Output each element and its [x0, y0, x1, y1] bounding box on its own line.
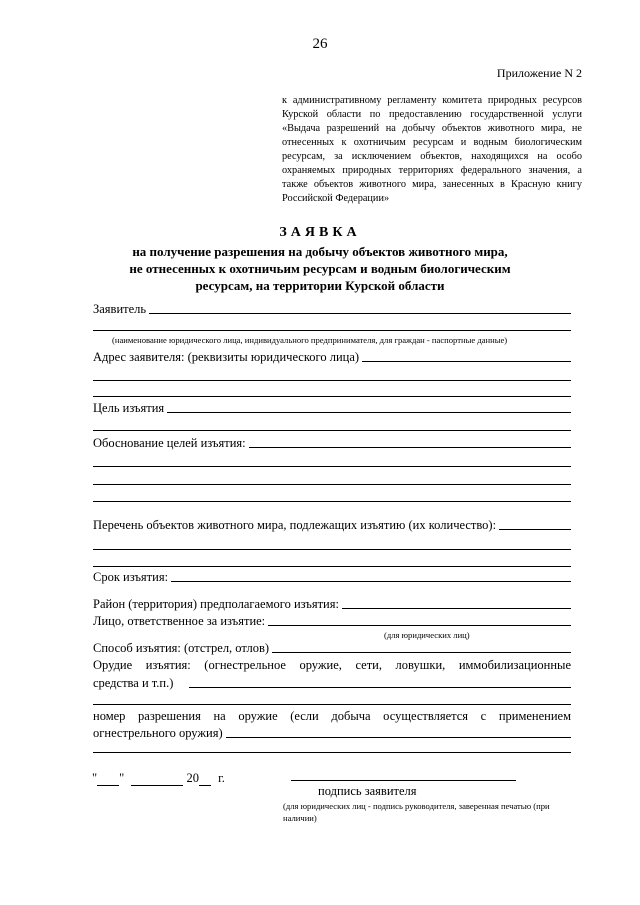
- page-number: 26: [312, 36, 328, 52]
- address-input-line-2[interactable]: [93, 380, 571, 381]
- weapon-permit-input-line-2[interactable]: [93, 752, 571, 753]
- justification-label: Обоснование целей изъятия:: [93, 436, 246, 450]
- signature-note: (для юридических лиц - подпись руководителя, заверенная печатью (при наличии): [283, 801, 550, 823]
- address-input-line[interactable]: [362, 360, 571, 362]
- signature-line[interactable]: [291, 780, 516, 781]
- objects-list-input-line[interactable]: [499, 528, 571, 530]
- justification-input-line-2[interactable]: [93, 466, 571, 467]
- area-field[interactable]: [93, 597, 571, 612]
- weapon-permit-input-line[interactable]: [226, 736, 571, 738]
- tools-label-row: [93, 658, 571, 673]
- responsible-input-line[interactable]: [268, 624, 571, 626]
- address-label: Адрес заявителя: (реквизиты юридического лица): [93, 350, 360, 364]
- term-input-line[interactable]: [171, 580, 571, 582]
- term-field[interactable]: [93, 570, 571, 585]
- purpose-label: Цель изъятия: [93, 401, 165, 415]
- tools-input-line-2[interactable]: [93, 704, 571, 705]
- document-subtitle: [100, 243, 540, 294]
- justification-input-line-4[interactable]: [93, 501, 571, 502]
- tools-label: Орудие изъятия: (огнестрельное оружие, сети, ловушки, иммобилизационные: [93, 658, 571, 672]
- responsible-field[interactable]: [93, 614, 571, 629]
- date-field[interactable]: [92, 770, 225, 786]
- purpose-input-line-2[interactable]: [93, 430, 571, 431]
- responsible-hint: (для юридических лиц): [384, 630, 470, 640]
- month-input-line[interactable]: [131, 770, 183, 786]
- reference-line: Российской Федерации»: [282, 193, 390, 204]
- subtitle-line: на получение разрешения на добычу объектов животного мира,: [132, 244, 508, 259]
- weapon-permit-label: номер разрешения на оружие (если добыча осуществляется с применением: [93, 709, 571, 723]
- reference-line: отнесенных к охотничьим ресурсам и водным биологическим: [282, 137, 582, 148]
- purpose-field[interactable]: [93, 401, 571, 416]
- method-label: Способ изъятия: (отстрел, отлов): [93, 641, 270, 655]
- reference-line: охраняемых природных территориях федерального значения, а: [282, 165, 582, 176]
- tools-label-2: средства и т.п.): [93, 676, 174, 690]
- justification-input-line-3[interactable]: [93, 484, 571, 485]
- objects-list-label: Перечень объектов животного мира, подлежащих изъятию (их количество):: [93, 518, 497, 532]
- address-input-line-3[interactable]: [93, 396, 571, 397]
- method-field[interactable]: [93, 641, 571, 656]
- tools-field[interactable]: [93, 676, 571, 691]
- year-prefix: 20: [186, 771, 199, 785]
- applicant-input-line-2[interactable]: [93, 330, 571, 331]
- responsible-label: Лицо, ответственное за изъятие:: [93, 614, 266, 628]
- purpose-input-line[interactable]: [167, 411, 571, 413]
- applicant-hint: (наименование юридического лица, индивидуального предпринимателя, для граждан - паспортные данные): [112, 335, 508, 345]
- reference-line: «Выдача разрешений на добычу объектов животного мира, не: [282, 123, 582, 134]
- document-title: ЗАЯВКА: [279, 225, 361, 240]
- area-label: Район (территория) предполагаемого изъятия:: [93, 597, 339, 611]
- tools-input-line[interactable]: [189, 686, 571, 688]
- subtitle-line: не отнесенных к охотничьим ресурсам и водным биологическим: [129, 261, 511, 276]
- reference-line: также объектов животного мира, занесенных в Красную книгу: [282, 179, 582, 190]
- objects-list-input-line-2[interactable]: [93, 549, 571, 550]
- appendix-label: Приложение N 2: [496, 66, 582, 80]
- day-input-line[interactable]: [97, 770, 119, 786]
- reference-line: к административному регламенту комитета природных ресурсов: [282, 95, 582, 106]
- regulation-reference: [282, 94, 582, 206]
- year-suffix: г.: [218, 771, 225, 785]
- weapon-permit-field[interactable]: [93, 726, 571, 741]
- objects-list-field[interactable]: [93, 518, 571, 533]
- weapon-permit-label-2: огнестрельного оружия): [93, 726, 223, 740]
- method-input-line[interactable]: [272, 651, 571, 653]
- weapon-label-row: [93, 709, 571, 724]
- applicant-label: Заявитель: [93, 302, 147, 316]
- justification-field[interactable]: [93, 436, 571, 451]
- justification-input-line[interactable]: [249, 446, 571, 448]
- address-field[interactable]: [93, 350, 571, 365]
- objects-list-input-line-3[interactable]: [93, 566, 571, 567]
- signature-label: подпись заявителя: [318, 784, 417, 798]
- year-input-line[interactable]: [199, 770, 211, 786]
- reference-line: Курской области по предоставлению государственной услуги: [282, 109, 582, 120]
- date-quote-open: ": [92, 771, 98, 785]
- term-label: Срок изъятия:: [93, 570, 169, 584]
- date-quote-close: ": [119, 771, 125, 785]
- applicant-input-line[interactable]: [149, 312, 571, 314]
- subtitle-line: ресурсам, на территории Курской области: [195, 278, 445, 293]
- area-input-line[interactable]: [342, 607, 571, 609]
- applicant-field[interactable]: [93, 302, 571, 317]
- reference-line: ресурсам, за исключением объектов, находящихся на особо: [282, 151, 582, 162]
